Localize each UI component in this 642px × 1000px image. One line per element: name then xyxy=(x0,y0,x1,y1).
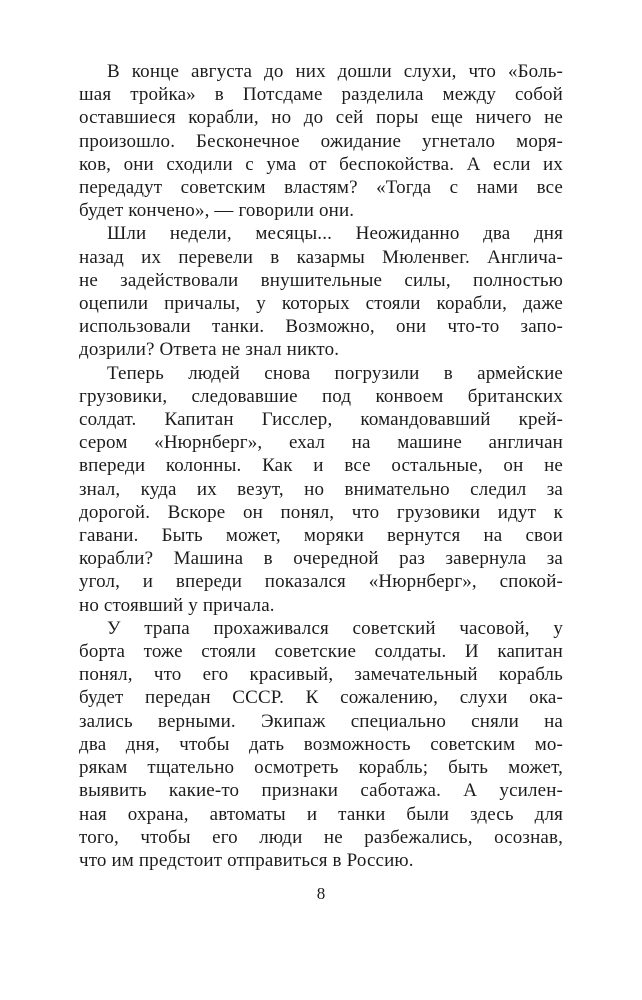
text-line: У трапа прохаживался советский часовой, у xyxy=(107,617,563,639)
paragraph xyxy=(79,60,563,222)
text-line: дозрили? Ответа не знал никто. xyxy=(79,339,340,361)
text-line: зались верными. Экипаж специально сняли на xyxy=(79,710,563,732)
text-line: В конце августа до них дошли слухи, что «Боль- xyxy=(107,61,563,82)
text-line: два дня, чтобы дать возможность советским мо- xyxy=(79,733,563,755)
text-line: оцепили причалы, у которых стояли корабли, даже xyxy=(79,293,563,315)
paragraph xyxy=(79,222,563,361)
text-line: выявить какие-то признаки саботажа. А усилен- xyxy=(79,780,563,802)
text-line: грузовики, следовавшие под конвоем британских xyxy=(79,385,563,407)
text-line: борта тоже стояли советские солдаты. И капитан xyxy=(79,641,563,663)
text-line: будет передан СССР. К сожалению, слухи ока- xyxy=(79,687,563,709)
text-block xyxy=(79,0,563,872)
text-line: Шли недели, месяцы... Неожиданно два дня xyxy=(107,223,563,245)
text-line: гавани. Быть может, моряки вернутся на свои xyxy=(79,525,563,547)
text-line: сером «Нюрнберг», ехал на машине англичан xyxy=(79,432,563,454)
text-line: ная охрана, автоматы и танки были здесь для xyxy=(79,803,563,825)
text-line: использовали танки. Возможно, они что-то запо- xyxy=(79,316,563,338)
text-line: произошло. Бесконечное ожидание угнетало моря- xyxy=(79,130,563,152)
page-number: 8 xyxy=(316,884,326,904)
text-line: рякам тщательно осмотреть корабль; быть может, xyxy=(79,757,563,779)
text-line: впереди колонны. Как и все остальные, он не xyxy=(79,455,563,477)
paragraph xyxy=(79,362,563,617)
paragraph xyxy=(79,617,563,872)
text-line: солдат. Капитан Гисслер, командовавший крей- xyxy=(79,409,563,431)
text-line: не задействовали внушительные силы, полностью xyxy=(79,269,563,291)
text-line: понял, что его красивый, замечательный корабль xyxy=(79,664,563,686)
text-line: назад их перевели в казармы Мюленвег. Англича- xyxy=(79,246,563,268)
text-line: дорогой. Вскоре он понял, что грузовики идут к xyxy=(79,501,563,523)
text-line: угол, и впереди показался «Нюрнберг», спокой- xyxy=(79,571,563,593)
text-line: того, чтобы его люди не разбежались, осознав, xyxy=(79,826,563,848)
text-line: шая тройка» в Потсдаме разделила между собой xyxy=(79,84,563,106)
text-line: будет кончено», — говорили они. xyxy=(79,200,355,222)
text-line: ков, они сходили с ума от беспокойства. А если их xyxy=(79,153,563,175)
text-line: знал, куда их везут, но внимательно следил за xyxy=(79,478,563,500)
text-line: корабли? Машина в очередной раз завернула за xyxy=(79,548,563,570)
text-line: что им предстоит отправиться в Россию. xyxy=(79,849,414,871)
text-line: передадут советским властям? «Тогда с нами все xyxy=(79,177,563,199)
text-line: оставшиеся корабли, но до сей поры еще ничего не xyxy=(79,107,563,129)
text-line: Теперь людей снова погрузили в армейские xyxy=(107,362,563,384)
text-line: но стоявший у причала. xyxy=(79,594,275,616)
